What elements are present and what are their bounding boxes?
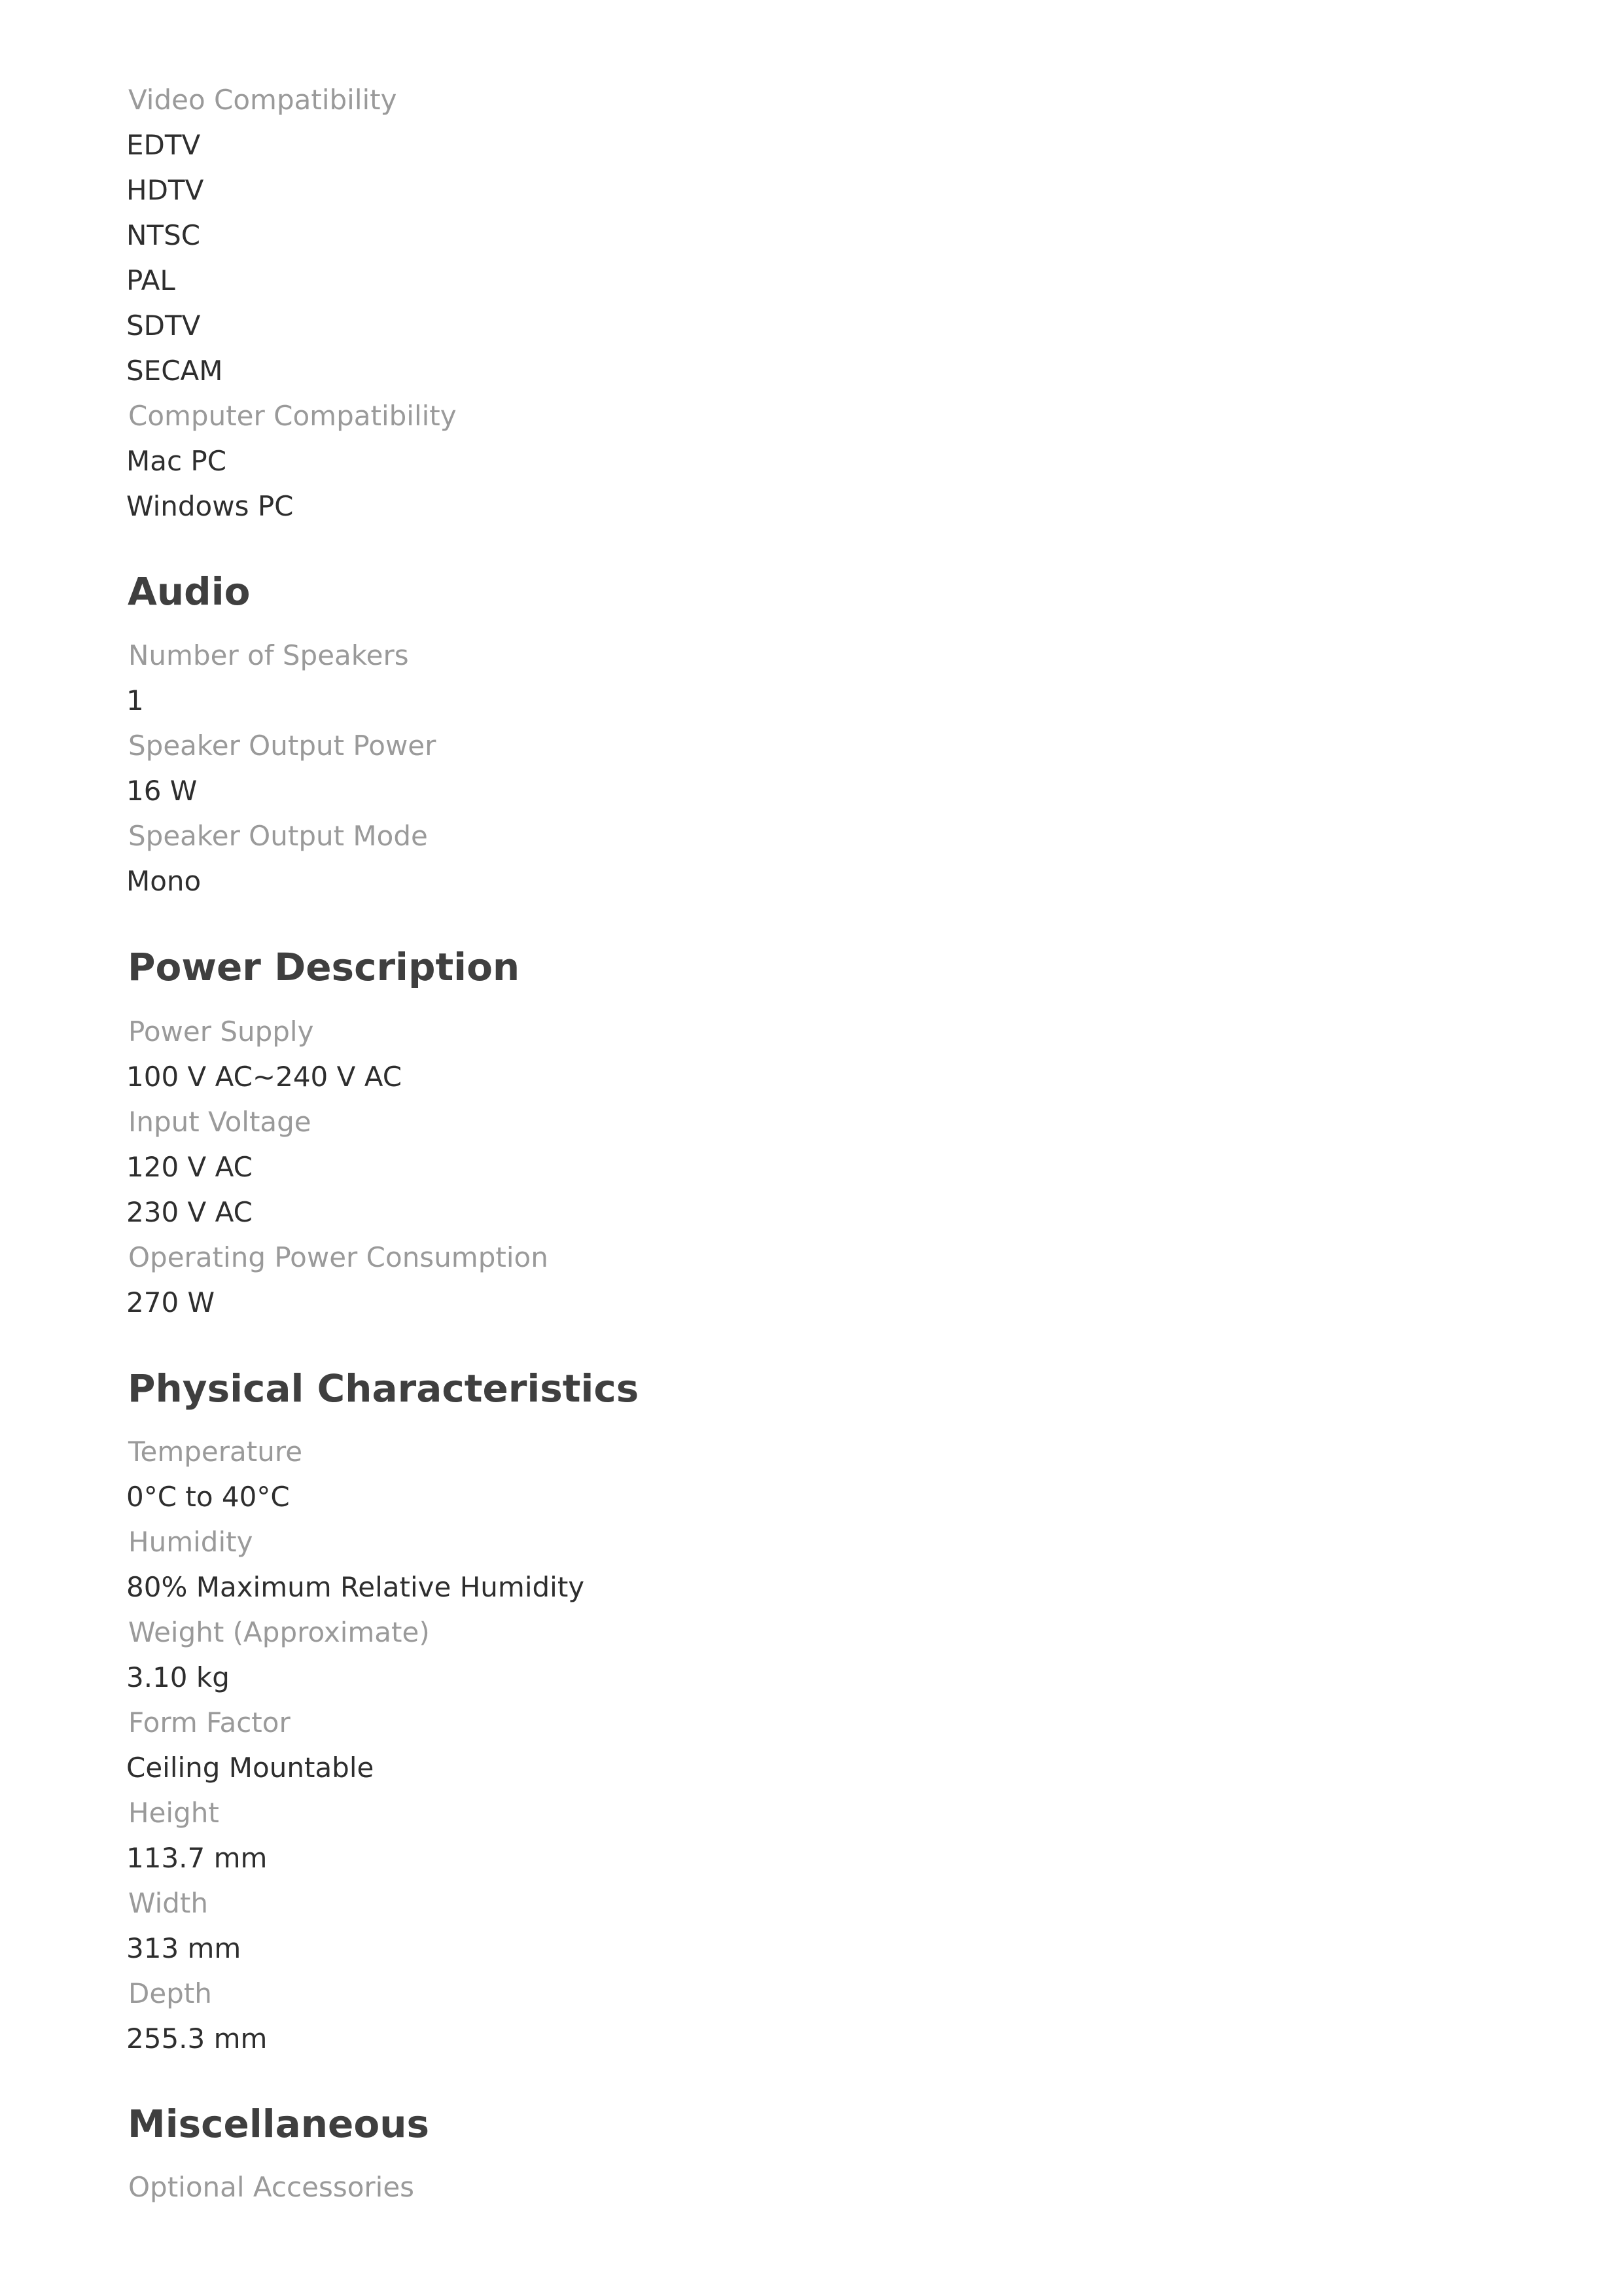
power-supply-label: Power Supply — [128, 1016, 314, 1048]
video-compat-secam: SECAM — [126, 355, 223, 387]
weight-value: 3.10 kg — [126, 1661, 230, 1693]
input-voltage-230: 230 V AC — [126, 1196, 253, 1228]
video-compat-edtv: EDTV — [126, 129, 201, 161]
video-compat-pal: PAL — [126, 264, 175, 296]
computer-compat-mac: Mac PC — [126, 445, 227, 477]
width-value: 313 mm — [126, 1932, 241, 1964]
optional-accessories-label: Optional Accessories — [128, 2171, 415, 2203]
output-power-value: 16 W — [126, 775, 198, 807]
output-power-label: Speaker Output Power — [128, 730, 436, 762]
misc-heading: Miscellaneous — [128, 2102, 430, 2146]
video-compat-sdtv: SDTV — [126, 309, 201, 342]
humidity-value: 80% Maximum Relative Humidity — [126, 1571, 585, 1603]
video-compat-ntsc: NTSC — [126, 219, 201, 251]
audio-heading: Audio — [128, 569, 251, 614]
depth-value: 255.3 mm — [126, 2022, 268, 2055]
weight-label: Weight (Approximate) — [128, 1616, 430, 1648]
video-compatibility-label: Video Compatibility — [128, 84, 397, 116]
temperature-label: Temperature — [128, 1436, 303, 1468]
physical-heading: Physical Characteristics — [128, 1366, 639, 1411]
input-voltage-120: 120 V AC — [126, 1151, 253, 1183]
height-value: 113.7 mm — [126, 1842, 268, 1874]
computer-compat-windows: Windows PC — [126, 490, 294, 522]
form-factor-label: Form Factor — [128, 1706, 291, 1739]
output-mode-label: Speaker Output Mode — [128, 820, 428, 852]
output-mode-value: Mono — [126, 865, 202, 897]
depth-label: Depth — [128, 1977, 212, 2009]
computer-compatibility-label: Computer Compatibility — [128, 400, 457, 432]
height-label: Height — [128, 1797, 219, 1829]
video-compat-hdtv: HDTV — [126, 174, 204, 206]
input-voltage-label: Input Voltage — [128, 1106, 311, 1138]
form-factor-value: Ceiling Mountable — [126, 1752, 374, 1784]
power-consumption-label: Operating Power Consumption — [128, 1241, 548, 1273]
temperature-value: 0°C to 40°C — [126, 1481, 290, 1513]
width-label: Width — [128, 1887, 209, 1919]
power-consumption-value: 270 W — [126, 1286, 215, 1318]
power-supply-value: 100 V AC~240 V AC — [126, 1061, 402, 1093]
speakers-value: 1 — [126, 684, 144, 716]
speakers-label: Number of Speakers — [128, 639, 409, 671]
humidity-label: Humidity — [128, 1526, 253, 1558]
power-heading: Power Description — [128, 945, 520, 989]
